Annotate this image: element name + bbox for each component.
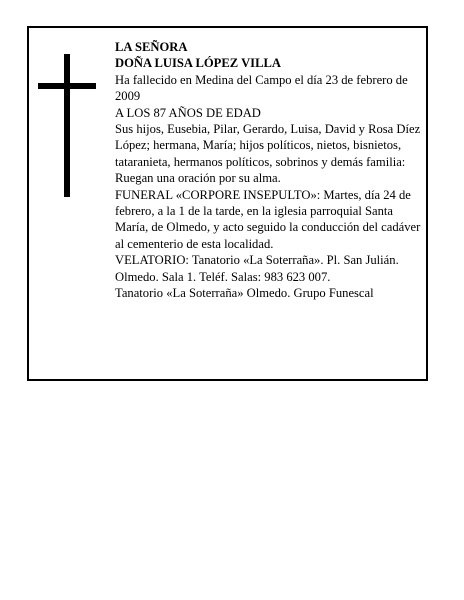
notice-age: A LOS 87 AÑOS DE EDAD — [115, 105, 261, 120]
cross-icon — [64, 54, 70, 197]
notice-funeral-home: Tanatorio «La Soterraña» Olmedo. Grupo Funescal — [115, 286, 374, 301]
obituary-text — [115, 39, 428, 302]
notice-death-info: Ha fallecido en Medina del Campo el día 23 de febrero de 2009 — [115, 72, 408, 104]
notice-funeral: FUNERAL «CORPORE INSEPULTO»: Martes, día 24 de febrero, a la 1 de la tarde, en la iglesia parroquial Santa María, de Olmedo, y acto seguido la conducción del cadáver al cementerio de esta localidad. — [115, 187, 421, 251]
notice-prayer-request: Ruegan una oración por su alma. — [115, 171, 281, 186]
cross-icon-bar — [38, 83, 96, 89]
notice-wake: VELATORIO: Tanatorio «La Soterraña». Pl. San Julián. Olmedo. Sala 1. Teléf. Salas: 983 623 007. — [115, 253, 399, 284]
notice-deceased-name: DOÑA LUISA LÓPEZ VILLA — [115, 56, 281, 71]
notice-family: Sus hijos, Eusebia, Pilar, Gerardo, Luisa, David y Rosa Díez López; hermana, María; hijos políticos, nietos, bisnietos, tataranieta, hermanos políticos, sobrinos y demás familia: — [115, 122, 421, 169]
notice-title-line-1: LA SEÑORA — [115, 40, 188, 54]
